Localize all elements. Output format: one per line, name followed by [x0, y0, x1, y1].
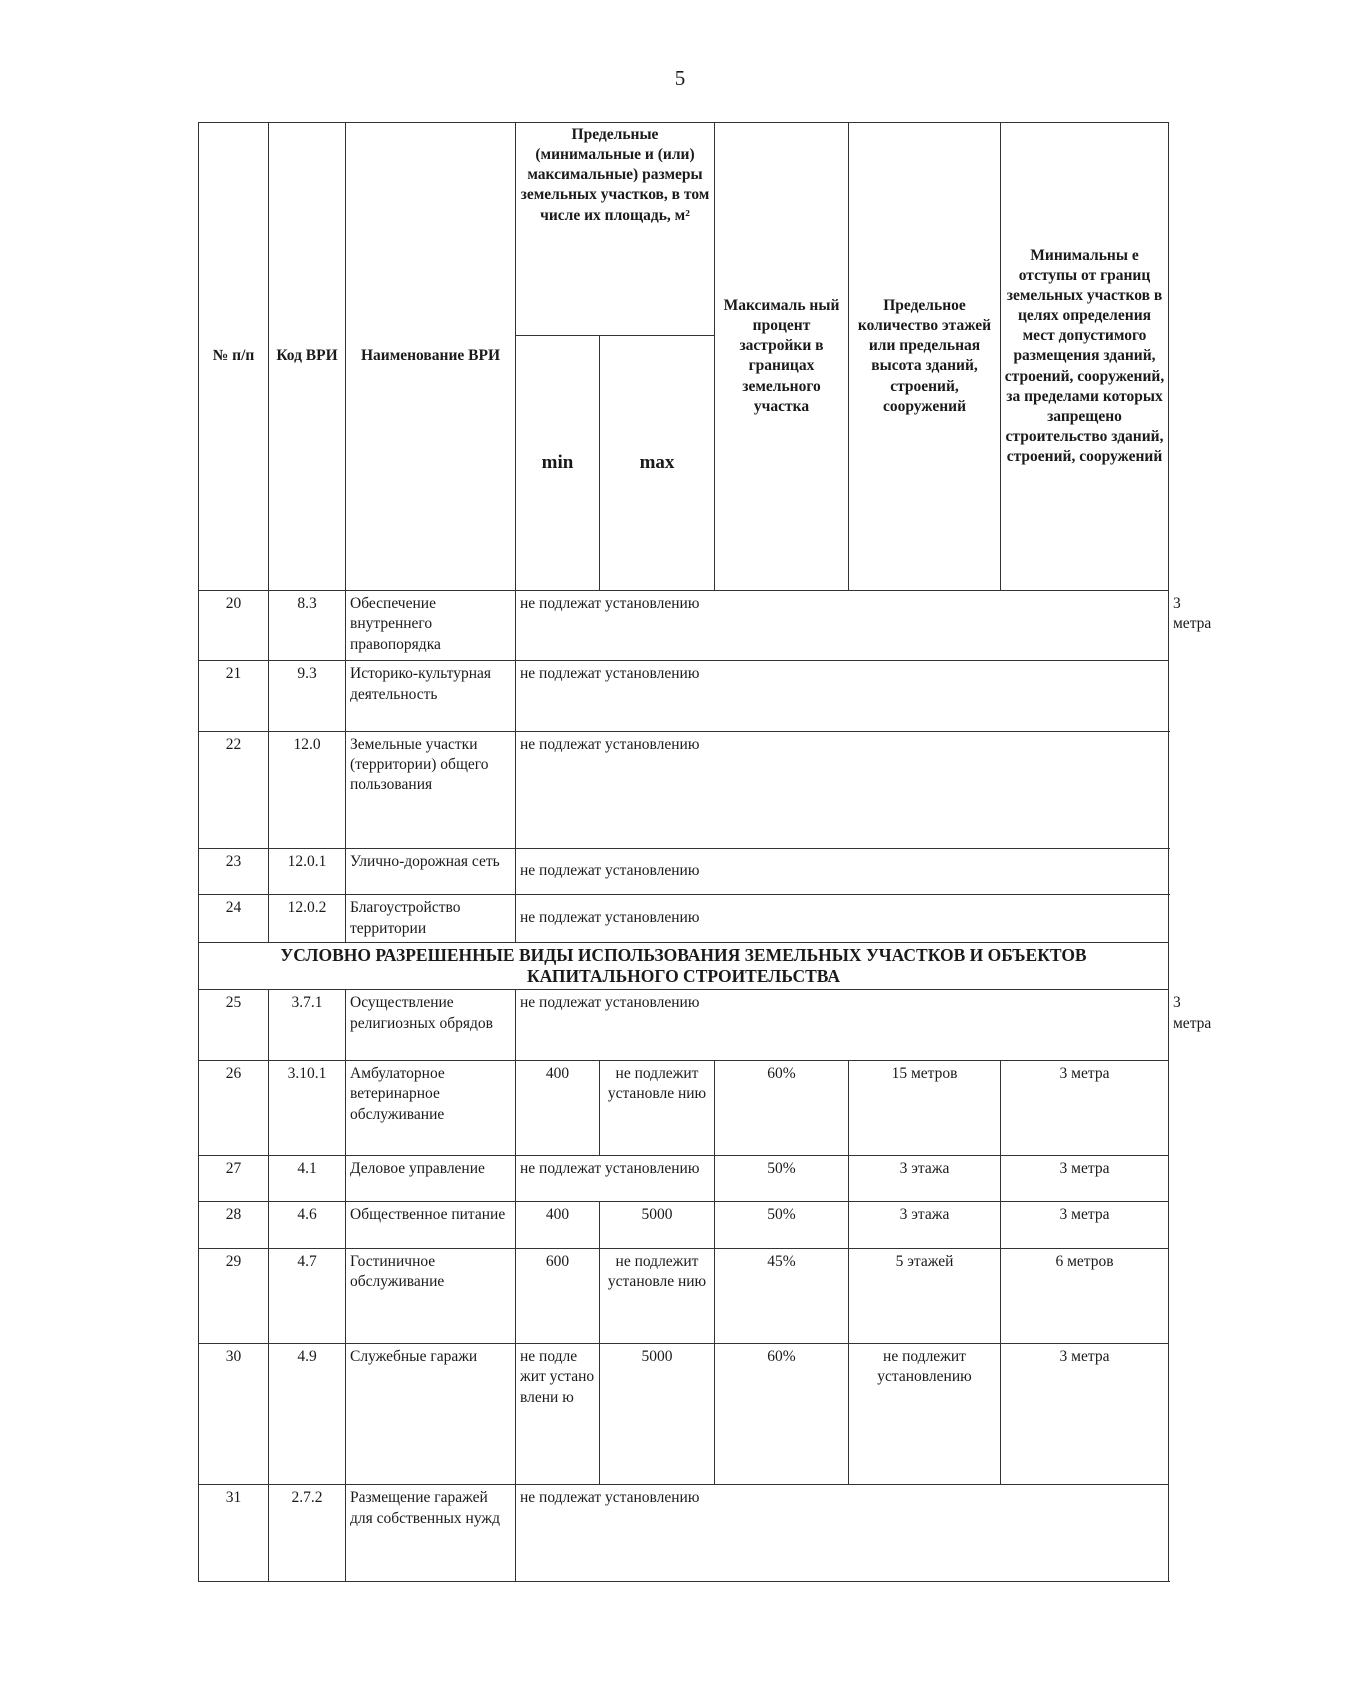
- table-row: [199, 1202, 1169, 1248]
- row-code: 9.3: [269, 661, 346, 731]
- row-name: Осуществление религиозных обрядов: [346, 990, 516, 1060]
- row-span-value: не подлежат установлению: [516, 848, 1169, 894]
- row-min: 400: [516, 1202, 600, 1248]
- row-number: 20: [199, 590, 269, 660]
- row-code: 4.9: [269, 1343, 346, 1485]
- row-code: 2.7.2: [269, 1485, 346, 1582]
- row-span-value: не подлежат установлению: [516, 590, 1169, 660]
- table-row: [199, 731, 1169, 848]
- header-code: Код ВРИ: [269, 123, 346, 591]
- row-name: Историко-культурная деятельность: [346, 661, 516, 731]
- row-name: Земельные участки (территории) общего пользования: [346, 731, 516, 848]
- page-number: 5: [674, 66, 686, 90]
- row-number: 29: [199, 1248, 269, 1343]
- row-name: Амбулаторное ветеринарное обслуживание: [346, 1060, 516, 1155]
- row-number: 24: [199, 895, 269, 943]
- row-floors: 5 этажей: [849, 1248, 1001, 1343]
- row-code: 4.1: [269, 1156, 346, 1202]
- row-number: 26: [199, 1060, 269, 1155]
- row-floors: не подлежит установлению: [849, 1343, 1001, 1485]
- row-code: 4.6: [269, 1202, 346, 1248]
- row-code: 12.0.1: [269, 848, 346, 894]
- row-percent: 50%: [715, 1156, 849, 1202]
- row-percent: 50%: [715, 1202, 849, 1248]
- row-name: Общественное питание: [346, 1202, 516, 1248]
- header-setback: Минимальны е отступы от границ земельных участков в целях определения мест допустимого размещения зданий, строений, сооружений, за пределами которых запрещено строительство зданий, строений, сооружений: [1001, 123, 1169, 591]
- row-number: 27: [199, 1156, 269, 1202]
- row-span-value: не подлежат установлению: [516, 661, 1169, 731]
- table-row: [199, 1156, 1169, 1202]
- row-floors: 15 метров: [849, 1060, 1001, 1155]
- row-name: Гостиничное обслуживание: [346, 1248, 516, 1343]
- header-floors: Предельное количество этажей или предельная высота зданий, строений, сооружений: [849, 123, 1001, 591]
- row-max: не подлежит установле нию: [600, 1248, 715, 1343]
- row-max: не подлежит установле нию: [600, 1060, 715, 1155]
- row-code: 8.3: [269, 590, 346, 660]
- row-span-value: не подлежат установлению: [516, 895, 1169, 943]
- row-max: 5000: [600, 1202, 715, 1248]
- row-span-value: не подлежат установлению: [516, 990, 1169, 1060]
- header-row-1: [199, 123, 1169, 336]
- row-code: 3.7.1: [269, 990, 346, 1060]
- row-number: 22: [199, 731, 269, 848]
- table-row: [199, 1343, 1169, 1485]
- row-name: Деловое управление: [346, 1156, 516, 1202]
- row-number: 25: [199, 990, 269, 1060]
- table-row: [199, 895, 1169, 943]
- table-row: 25 3.7.1 Осуществление религиозных обрядов не подлежат установлению 3 метра: [199, 990, 1169, 1060]
- row-code: 12.0.2: [269, 895, 346, 943]
- row-min: не подле жит устано влени ю: [516, 1343, 600, 1485]
- table-row: [199, 848, 1169, 894]
- row-number: 30: [199, 1343, 269, 1485]
- row-code: 3.10.1: [269, 1060, 346, 1155]
- header-num: № п/п: [199, 123, 269, 591]
- land-use-table: [198, 122, 1212, 1582]
- row-number: 23: [199, 848, 269, 894]
- row-percent: 60%: [715, 1060, 849, 1155]
- row-name: Размещение гаражей для собственных нужд: [346, 1485, 516, 1582]
- row-max: 5000: [600, 1343, 715, 1485]
- row-number: 28: [199, 1202, 269, 1248]
- row-setback: 6 метров: [1001, 1248, 1169, 1343]
- header-name: Наименование ВРИ: [346, 123, 516, 591]
- section-title: УСЛОВНО РАЗРЕШЕННЫЕ ВИДЫ ИСПОЛЬЗОВАНИЯ ЗЕМЕЛЬНЫХ УЧАСТКОВ И ОБЪЕКТОВ КАПИТАЛЬНОГО СТРОИТЕЛЬСТВА: [199, 943, 1169, 990]
- row-percent: 45%: [715, 1248, 849, 1343]
- row-floors: 3 этажа: [849, 1156, 1001, 1202]
- row-setback: 3 метра: [1001, 1156, 1169, 1202]
- table-row: [199, 1060, 1169, 1155]
- row-name: Служебные гаражи: [346, 1343, 516, 1485]
- row-name: Обеспечение внутреннего правопорядка: [346, 590, 516, 660]
- row-number: 31: [199, 1485, 269, 1582]
- table-row: [199, 1248, 1169, 1343]
- row-name: Благоустройство территории: [346, 895, 516, 943]
- row-setback: 3 метра: [1001, 1060, 1169, 1155]
- row-span-value: не подлежат установлению: [516, 731, 1169, 848]
- row-floors: 3 этажа: [849, 1202, 1001, 1248]
- row-name: Улично-дорожная сеть: [346, 848, 516, 894]
- row-percent: 60%: [715, 1343, 849, 1485]
- header-min: min: [516, 335, 600, 590]
- row-span-value: не подлежат установлению: [516, 1485, 1169, 1582]
- row-number: 21: [199, 661, 269, 731]
- section-row: [199, 943, 1169, 990]
- table-row: 20 8.3 Обеспечение внутреннего правопорядка не подлежат установлению 3 метра: [199, 590, 1169, 660]
- row-minmax: не подлежат установлению: [516, 1156, 715, 1202]
- row-code: 12.0: [269, 731, 346, 848]
- row-setback: 3 метра: [1001, 1343, 1169, 1485]
- header-sizes: Предельные (минимальные и (или) максимальные) размеры земельных участков, в том числе их площадь, м²: [516, 123, 715, 336]
- header-percent: Максималь ный процент застройки в границах земельного участка: [715, 123, 849, 591]
- row-min: 400: [516, 1060, 600, 1155]
- header-max: max: [600, 335, 715, 590]
- table-row: [199, 1485, 1169, 1582]
- row-min: 600: [516, 1248, 600, 1343]
- table-row: [199, 661, 1169, 731]
- row-code: 4.7: [269, 1248, 346, 1343]
- row-setback: 3 метра: [1001, 1202, 1169, 1248]
